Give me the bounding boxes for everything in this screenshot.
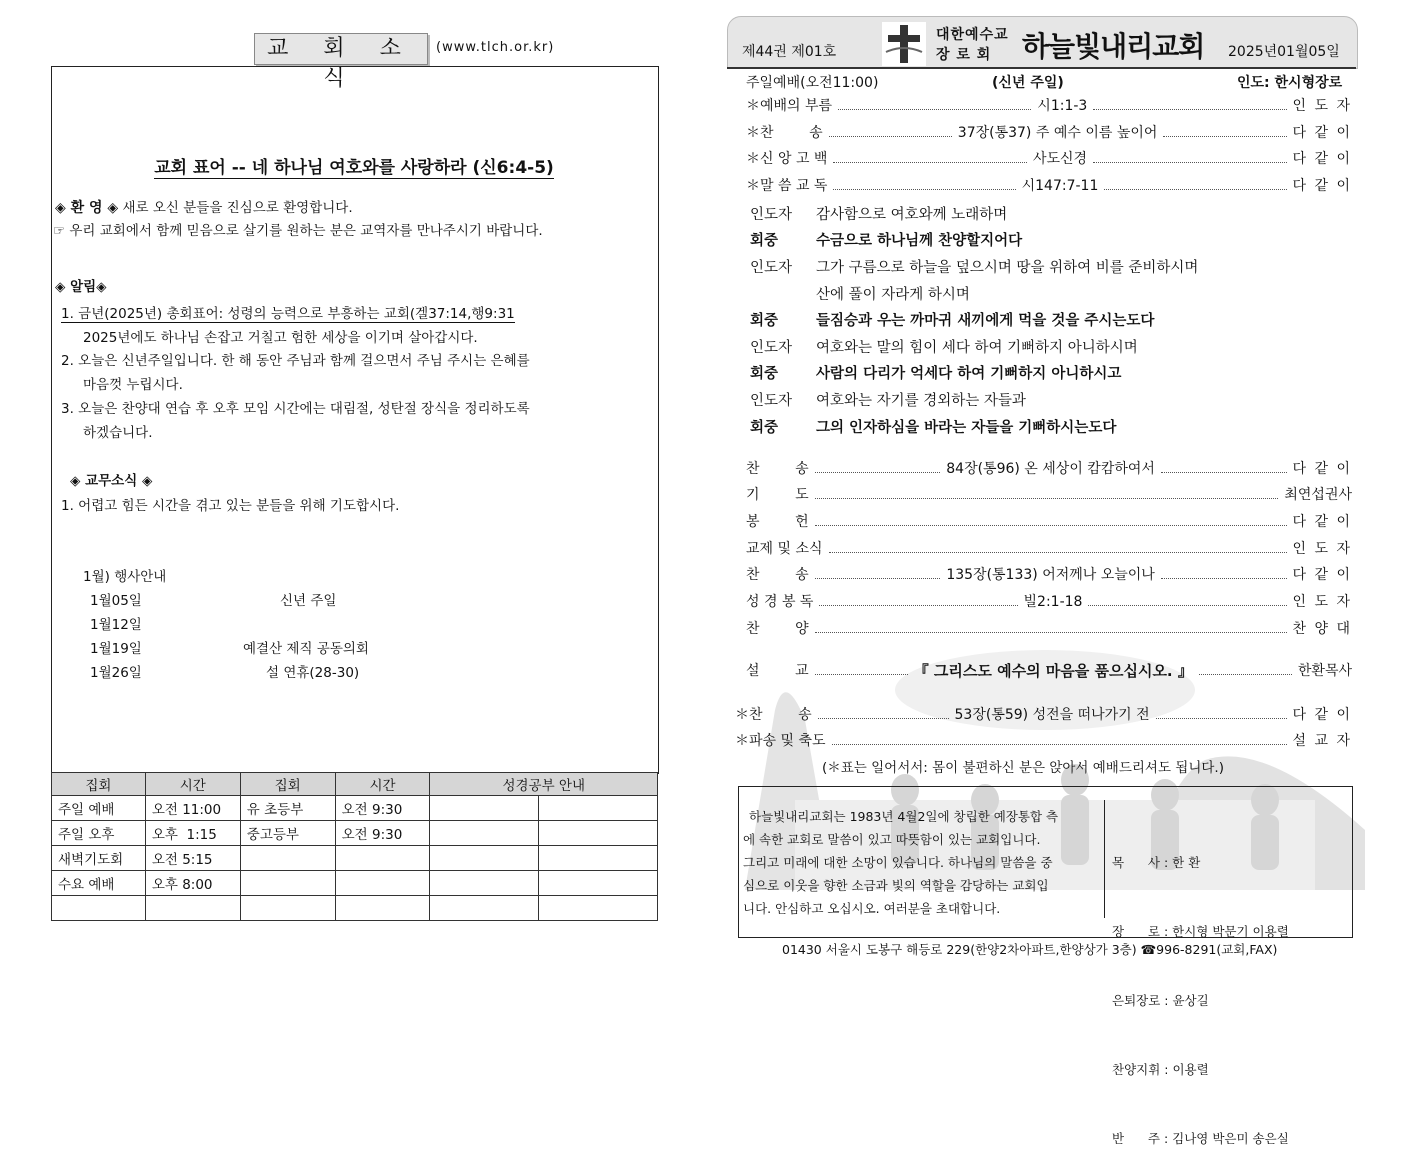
order-person: 다 같 이 [1292,461,1352,477]
order-content: 사도신경 [1032,151,1088,167]
order-item [746,591,1352,611]
col-header: 시간 [145,773,240,796]
staff-news-heading: ◈ 교무소식 ◈ [70,473,153,489]
staff-line: 목 사 : 한 환 [1112,855,1201,870]
bulletin-date: 2025년01월05일 [1228,44,1340,60]
order-person: 인 도 자 [1292,541,1352,557]
order-label: 성 경 봉 독 [746,594,814,610]
issue-number: 제44권 제01호 [742,44,837,60]
about-line: 심으로 이웃을 향한 소금과 빛의 역할을 감당하는 교회입 [743,878,1049,893]
order-item [746,122,1352,142]
welcome-text-2: ☞ 우리 교회에서 함께 믿음으로 살기를 원하는 분은 교역자를 만나주시기 바랍니다. [53,223,543,239]
event-date: 1월12일 [90,617,142,633]
info-divider [1104,800,1105,918]
table-row [52,796,658,821]
about-line: 에 속한 교회로 말씀이 있고 따뜻함이 있는 교회입니다. [743,832,1041,847]
table-cell [539,821,658,846]
event-desc: 설 연휴(28-30) [266,665,360,681]
order-person: 다 같 이 [1292,125,1353,141]
order-item [746,484,1352,504]
table-cell [335,896,430,921]
responsive-line: 인도자 감사함으로 여호와께 노래하며 [750,207,1008,223]
order-item [735,704,1352,724]
church-about [743,805,1101,920]
service-leader: 인도: 한시형장로 [1237,75,1343,91]
col-header: 집회 [240,773,335,796]
table-cell [240,846,335,871]
order-label: ＊신 앙 고 백 [746,151,828,167]
header-divider [727,67,1356,69]
order-person: 다 같 이 [1292,707,1353,723]
sunday-name: (신년 주일) [992,75,1064,91]
table-cell [539,796,658,821]
responsive-line: 인도자 여호와는 말의 힘이 세다 하여 기뻐하지 아니하시며 [750,340,1138,356]
order-label: 봉 헌 [746,514,809,530]
table-cell: 오후 1:15 [145,821,240,846]
table-cell: 중고등부 [240,821,335,846]
table-cell [52,896,146,921]
table-cell [240,896,335,921]
staff-news-item: 1. 어렵고 힘든 시간을 겪고 있는 분들을 위해 기도합시다. [61,498,400,514]
table-cell: 오전 5:15 [145,846,240,871]
denomination [936,25,1009,65]
table-cell [430,871,539,896]
table-cell [430,796,539,821]
service-time: 주일예배(오전11:00) [746,75,879,91]
staff-line: 반 주 : 김나영 박은미 송은실 [1112,1131,1289,1146]
order-item [746,618,1352,638]
about-line: 하늘빛내리교회는 1983년 4월2일에 창립한 예장통합 측 [749,809,1059,824]
event-date: 1월19일 [90,641,142,657]
order-label: 찬 양 [746,621,809,637]
notice-2b: 마음껏 누립시다. [83,377,183,393]
order-item [746,148,1352,168]
staff-line: 은퇴장로 : 윤상길 [1112,993,1209,1008]
order-label: ＊찬 송 [746,125,823,141]
welcome-line [55,196,353,220]
order-label: 찬 송 [746,567,809,583]
church-address: 01430 서울시 도봉구 해등로 229(한양2차아파트,한양상가 3층) ☎996-8291(교회,FAX) [782,942,1278,957]
order-item [746,95,1352,115]
order-content: 빌2:1-18 [1023,594,1083,610]
col-header: 시간 [335,773,430,796]
table-cell [145,896,240,921]
responsive-line: 인도자 그가 구름으로 하늘을 덮으시며 땅을 위하여 비를 준비하시며 [750,260,1199,276]
notice-heading: ◈ 알림◈ [55,279,107,295]
table-cell: 주일 오후 [52,821,146,846]
order-person: 설 교 자 [1292,733,1352,749]
responsive-line: 산에 풀이 자라게 하시며 [816,287,970,303]
welcome-text: 새로 오신 분들을 진심으로 환영합니다. [122,200,353,216]
order-item [746,564,1352,584]
table-row [52,846,658,871]
standing-note: (＊표는 일어서서: 몸이 불편하신 분은 앉아서 예배드리셔도 됩니다.) [822,760,1224,776]
church-name: 하늘빛내리교회 [1022,30,1205,63]
responsive-line: 회중 들짐승과 우는 까마귀 새끼에게 먹을 것을 주시는도다 [750,313,1155,329]
order-label: 찬 송 [746,461,809,477]
events-heading: 1월) 행사안내 [83,569,167,585]
order-label: ＊파송 및 축도 [735,733,826,749]
table-cell: 수요 예배 [52,871,146,896]
responsive-line: 회중 수금으로 하나님께 찬양할지어다 [750,233,1023,249]
table-cell: 오전 9:30 [335,796,430,821]
table-cell [335,871,430,896]
table-cell [539,846,658,871]
order-item [746,175,1352,195]
table-cell: 오전 11:00 [145,796,240,821]
order-label: 교제 및 소식 [746,541,823,557]
order-content: 시147:7-11 [1021,178,1099,194]
church-motto: 교회 표어 -- 네 하나님 여호와를 사랑하라 (신6:4-5) [154,158,554,178]
order-label: ＊찬 송 [735,707,812,723]
table-cell [430,896,539,921]
event-date: 1월26일 [90,665,142,681]
event-date: 1월05일 [90,593,142,609]
table-cell: 유 초등부 [240,796,335,821]
order-content: 135장(통133) 어저께나 오늘이나 [946,567,1155,583]
order-person: 다 같 이 [1292,178,1352,194]
table-cell [335,846,430,871]
notice-3a: 3. 오늘은 찬양대 연습 후 오후 모임 시간에는 대림절, 성탄절 장식을 정리하도록 [61,401,530,417]
responsive-line: 회중 그의 인자하심을 바라는 자들을 기뻐하시는도다 [750,420,1117,436]
order-person: 다 같 이 [1292,514,1352,530]
table-cell: 오후 8:00 [145,871,240,896]
church-staff [1112,805,1289,1173]
table-cell [539,896,658,921]
notice-2a: 2. 오늘은 신년주일입니다. 한 해 동안 주님과 함께 걸으면서 주님 주시는 은혜를 [61,353,530,369]
sermon-title: 『 그리스도 예수의 마음을 품으십시오. 』 [913,661,1193,680]
order-person: 인 도 자 [1292,594,1353,610]
order-label: ＊말 씀 교 독 [746,178,828,194]
order-person: 다 같 이 [1292,151,1353,167]
staff-line: 장 로 : 한시형 박문기 이용렬 [1112,924,1289,939]
order-label: ＊예배의 부름 [746,98,833,114]
notice-1a: 1. 금년(2025년) 총회표어: 성령의 능력으로 부흥하는 교회(겔37:14,행9:31 [61,306,515,322]
notice-3b: 하겠습니다. [83,425,153,441]
order-person: 찬 양 대 [1292,621,1352,637]
church-url[interactable]: (www.tlch.or.kr) [436,40,555,55]
order-item [746,538,1352,558]
schedule-table [51,772,658,921]
table-row [52,871,658,896]
order-item [746,458,1352,478]
order-person: 최연섭권사 [1284,487,1352,503]
order-label: 설 교 [746,663,809,679]
order-content: 53장(통59) 성전을 떠나가기 전 [954,707,1150,723]
denomination-line: 대한예수교 [936,27,1009,43]
order-item [735,730,1352,750]
table-cell: 오전 9:30 [335,821,430,846]
order-label: 기 도 [746,487,809,503]
preacher: 한환목사 [1297,663,1352,679]
order-content: 시1:1-3 [1037,98,1088,114]
about-line: 그리고 미래에 대한 소망이 있습니다. 하나님의 말씀을 중 [743,855,1053,870]
order-person: 다 같 이 [1292,567,1352,583]
event-desc: 신년 주일 [280,593,337,609]
table-cell [539,871,658,896]
order-item [746,511,1352,531]
table-row [52,821,658,846]
news-title: 교 회 소 식 [254,33,428,65]
sermon-row [746,660,1352,680]
table-cell: 주일 예배 [52,796,146,821]
welcome-heading: ◈ 환 영 ◈ [55,200,119,216]
table-cell [430,821,539,846]
col-header: 성경공부 안내 [430,773,658,796]
order-content: 37장(통37) 주 예수 이름 높이어 [957,125,1158,141]
table-cell: 새벽기도회 [52,846,146,871]
notice-1b: 2025년에도 하나님 손잡고 거칠고 험한 세상을 이기며 살아갑시다. [83,330,478,346]
cross-logo-icon [882,22,926,66]
table-row [52,896,658,921]
event-desc: 예결산 제직 공동의회 [243,641,369,657]
about-line: 니다. 안심하고 오십시오. 여러분을 초대합니다. [743,901,1001,916]
table-cell [240,871,335,896]
order-content: 84장(통96) 온 세상이 캄캄하여서 [946,461,1155,477]
responsive-line: 회중 사람의 다리가 억세다 하여 기뻐하지 아니하시고 [750,366,1122,382]
denomination-line: 장 로 회 [936,47,992,63]
order-person: 인 도 자 [1292,98,1353,114]
table-header-row [52,773,658,796]
table-cell [430,846,539,871]
responsive-line: 인도자 여호와는 자기를 경외하는 자들과 [750,393,1026,409]
staff-line: 찬양지휘 : 이용렬 [1112,1062,1209,1077]
col-header: 집회 [52,773,146,796]
